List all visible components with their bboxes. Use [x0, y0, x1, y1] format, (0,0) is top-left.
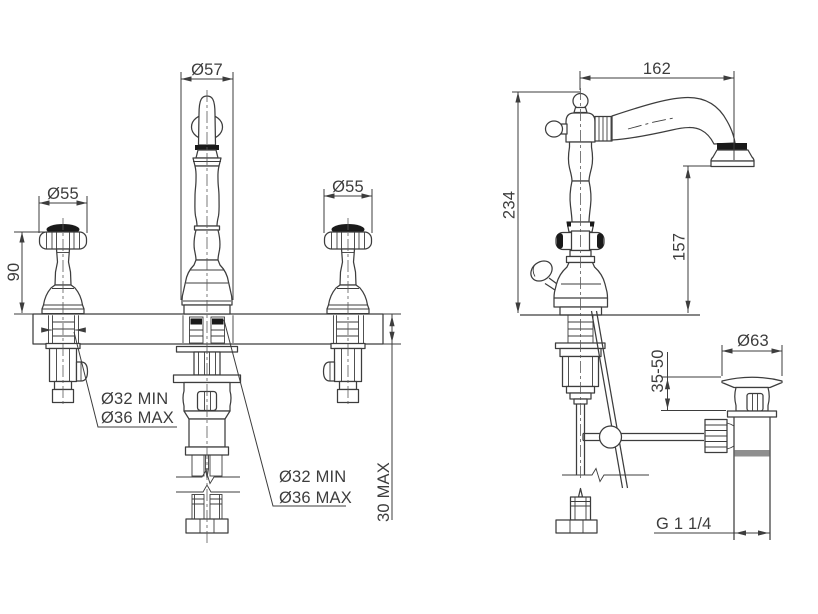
dim-handle-height: 90 [5, 262, 23, 282]
dim-right-handle-diameter: Ø55 [332, 178, 364, 196]
waste-drain-side [705, 377, 782, 540]
cross-handle-front [40, 224, 88, 403]
dim-spout-base-diameter: Ø57 [191, 61, 223, 79]
dim-spout-reach: 162 [642, 60, 672, 78]
dim-spout-height: 157 [670, 232, 689, 262]
label-waste-thread: G 1 1/4 [656, 515, 712, 533]
note-left-hole-min: Ø32 MIN [101, 390, 169, 408]
side-view [501, 60, 783, 540]
dim-deck-thickness-max: 30 MAX [375, 462, 393, 522]
note-left-hole-max: Ø36 MAX [101, 409, 174, 427]
dim-total-height: 234 [500, 190, 519, 220]
note-center-hole-min: Ø32 MIN [279, 468, 347, 486]
note-center-hole-max: Ø36 MAX [279, 489, 352, 507]
cross-handle-front-right [324, 224, 372, 403]
countertop-deck [33, 314, 383, 344]
dim-waste-deck-range: 35-50 [649, 349, 667, 393]
dim-left-handle-diameter: Ø55 [47, 185, 79, 203]
dim-waste-flange-diameter: Ø63 [737, 332, 769, 350]
faucet-side [520, 94, 754, 534]
front-view [5, 61, 401, 545]
